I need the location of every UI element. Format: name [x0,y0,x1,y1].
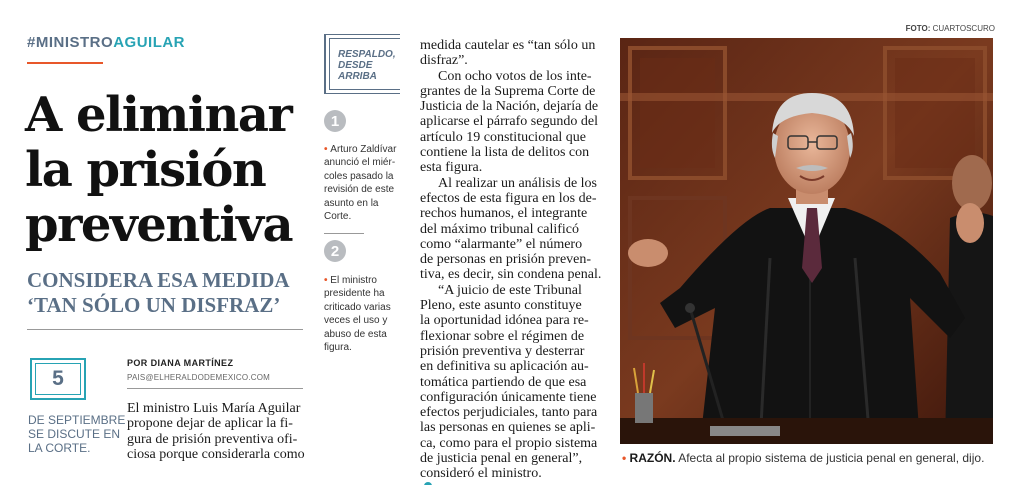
divider [324,233,364,234]
date-caption-line: DE SEPTIEMBRE [28,413,126,427]
body-column-1 [127,401,305,462]
body-line: las personas en quienes se apli- [420,420,596,436]
headline [25,88,315,253]
body-line: El ministro Luis María Aguilar [127,401,301,416]
hashtag-part-1: #MINISTRO [27,34,114,51]
body-line: grantes de la Suprema Corte de [420,83,596,99]
judge-photo-illustration [620,38,993,444]
date-box [30,358,86,400]
divider [127,388,303,389]
body-line: ca, como para el propio sistema [420,435,598,451]
subheadline [27,268,317,318]
body-line: tiva, es decir, sin condena penal. [420,267,602,283]
body-line: Con ocho votos de los inte- [438,68,592,84]
date-caption [28,413,126,455]
body-line: de personas en prisión preven- [420,252,592,268]
body-line: en definitiva su aplicación au- [420,359,589,375]
body-line: efectos de esta figura en los de- [420,190,597,206]
body-line: contiene la lista de delitos con [420,145,590,161]
body-line: Pleno, este asunto constituye [420,298,582,314]
body-line: medida cautelar es “tan sólo un [420,38,596,53]
photo-caption [622,451,984,465]
bullet-icon: • [622,451,630,465]
subheadline-line: ‘TAN SÓLO UN DISFRAZ’ [27,293,281,317]
bullet-icon: • [324,144,331,155]
body-line: del máximo tribunal calificó [420,221,580,237]
body-line: de justicia penal en general”, [420,451,583,467]
point-number-badge: 2 [324,240,346,262]
body-line: rechos humanos, el integrante [420,206,588,222]
subheadline-line: CONSIDERA ESA MEDIDA [27,268,290,292]
headline-line: preventiva [25,197,293,253]
caption-label: RAZÓN. [629,451,676,465]
headline-line: la prisión [25,142,266,198]
body-line: efectos perjudiciales, tanto para [420,405,598,421]
body-line: disfraz”. [420,53,468,69]
body-line: flexionar sobre el régimen de [420,328,585,344]
author-email[interactable]: PAIS@ELHERALDODEMEXICO.COM [127,373,270,382]
body-line: Al realizar un análisis de los [438,175,598,191]
point-number-badge: 1 [324,110,346,132]
body-line: “A juicio de este Tribunal [438,282,582,298]
photo-credit-label: FOTO: [905,24,931,33]
sidebar-title-line: ARRIBA [338,71,377,82]
headline-line: A eliminar [25,87,292,143]
body-line: esta figura. [420,160,483,176]
section-hashtag [27,34,185,51]
body-line: aplicarse el párrafo segundo del [420,114,599,130]
divider [27,329,303,330]
caption-text: Afecta al propio sistema de justicia penal en general, dijo. [678,451,985,465]
body-line: consideró el ministro. [420,466,605,485]
byline: POR DIANA MARTÍNEZ [127,358,234,368]
article-photo [620,38,993,444]
bullet-icon: • [324,275,331,286]
body-column-2 [420,38,605,485]
body-line: la oportunidad idónea para re- [420,313,589,329]
body-line: gura de prisión preventiva ofi- [127,431,298,447]
body-line: ciosa porque considerarla como [127,446,305,462]
date-day: 5 [35,363,81,395]
body-line: como “alarmante” el número [420,236,583,252]
body-line: tomática partiendo de que esa [420,374,587,390]
accent-rule [27,62,103,64]
body-line: prisión preventiva y desterrar [420,343,585,359]
sidebar-point-1: • Arturo Zaldívar anunció el miér- coles pasado la revisión de este asunto en la Corte. [324,144,397,223]
body-line: configuración únicamente tiene [420,389,597,405]
sidebar-point-2: • El ministro presidente ha criticado varias veces el uso y abuso de esta figura. [324,275,391,354]
sidebar-title-line: DESDE [338,60,373,71]
date-caption-line: LA CORTE. [28,441,91,455]
body-line: propone dejar de aplicar la fi- [127,416,293,432]
end-of-article-icon [424,482,432,485]
hashtag-part-2: AGUILAR [113,34,186,51]
body-line: Justicia de la Nación, dejaría de [420,99,599,115]
photo-credit-source: CUARTOSCURO [932,24,995,33]
photo-credit [906,24,995,33]
body-line: artículo 19 constitucional que [420,129,587,145]
date-caption-line: SE DISCUTE EN [28,427,121,441]
sidebar-title-box [324,34,400,94]
sidebar-title-line: RESPALDO, [338,49,396,60]
